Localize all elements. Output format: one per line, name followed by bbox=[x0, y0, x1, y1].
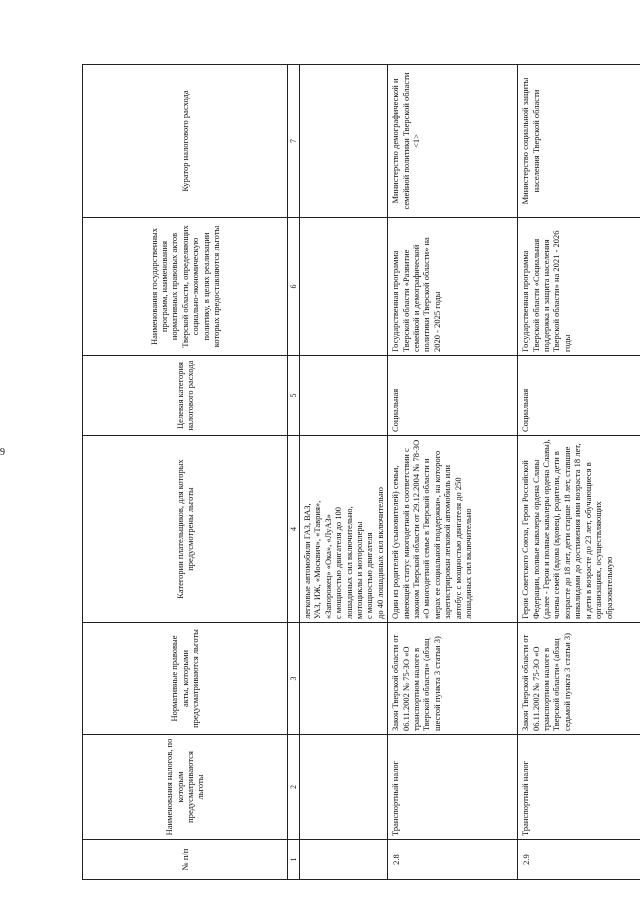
column-number: 6 bbox=[288, 218, 300, 356]
program-cell: Государственная программа Тверской области «Социальная поддержка и защита населения Тверской области» на 2021 - 2026 годы bbox=[518, 218, 640, 356]
target-category-cell: Социальная bbox=[388, 356, 518, 436]
header-cell: Наименования налогов, по которым предусматриваются льготы bbox=[83, 735, 288, 840]
program-cell: Государственная программа Тверской области «Развитие семейной и демографической политики Тверской области» на 2020 - 2025 годы bbox=[388, 218, 518, 356]
column-number: 3 bbox=[288, 623, 300, 735]
categories-cell: Один из родителей (усыновителей) семьи, имеющей статус многодетной в соответствии с законом Тверской области от 29.12.2004 № 78-ЗО «О многодетной семье в Тверской области и мерах ее социальной поддержки», на которого зарегистрирован легковой автомобиль или автобус с мощностью двигателя до 250 лошадиных сил включительно bbox=[388, 436, 518, 623]
header-cell: Наименования государственных программ, наименования нормативных правовых актов Тверской области, определяющих социально-экономическую политику, в целях реализации которых предоставляются льготы bbox=[83, 218, 288, 356]
table-row bbox=[388, 65, 518, 880]
column-number: 7 bbox=[288, 65, 300, 218]
header-cell: Категории плательщиков, для которых предусмотрены льготы bbox=[83, 436, 288, 623]
tax-name-cell: Транспортный налог bbox=[388, 735, 518, 840]
header-row bbox=[83, 65, 288, 880]
tax-expenditures-table bbox=[82, 64, 640, 880]
table-cell bbox=[300, 840, 388, 880]
categories-cell: Герои Советского Союза, Герои Российской Федерации, полные кавалеры ордена Славы (далее - Герои и полные кавалеры ордена Славы), члены семей (вдова (вдовец), родители, дети в возрасте до 18 лет, дети старше 18 лет, ставшие инвалидами до достижения ими возраста 18 лет, и дети в возрасте до 23 лет, обучающиеся в организациях, осуществляющих образовательную bbox=[518, 436, 640, 623]
target-category-cell: Социальная bbox=[518, 356, 640, 436]
column-number: 4 bbox=[288, 436, 300, 623]
table-cell bbox=[300, 218, 388, 356]
rotated-table-wrapper bbox=[82, 65, 617, 880]
column-number: 1 bbox=[288, 840, 300, 880]
page-number: 9 bbox=[0, 447, 5, 458]
table-cell bbox=[300, 735, 388, 840]
header-cell: Куратор налогового расхода bbox=[83, 65, 288, 218]
table-cell bbox=[300, 65, 388, 218]
table-cell bbox=[300, 356, 388, 436]
header-cell: Нормативные правовые акты, которыми предусматриваются льготы bbox=[83, 623, 288, 735]
categories-line: легковые автомобили ГАЗ, ВАЗ, bbox=[302, 503, 312, 619]
header-cell: № п/п bbox=[83, 840, 288, 880]
categories-line: до 40 лошадиных сил включительно bbox=[374, 487, 385, 619]
legal-act-cell: Закон Тверской области от 06.11.2002 № 75-ЗО «О транспортном налоге в Тверской области» (абзац шестой пункта 3 статьи 3) bbox=[388, 623, 518, 735]
header-cell: Целевая категория налогового расхода bbox=[83, 356, 288, 436]
categories-line: с мощностью двигателя до 100 bbox=[333, 506, 344, 619]
row-number: 2.8 bbox=[388, 840, 518, 880]
continuation-row bbox=[300, 65, 388, 880]
column-number: 5 bbox=[288, 356, 300, 436]
categories-line: «Запорожец» «Ока», «ЛуАЗ» bbox=[322, 514, 333, 619]
table-cell bbox=[300, 623, 388, 735]
row-number: 2.9 bbox=[518, 840, 640, 880]
legal-act-cell: Закон Тверской области от 06.11.2002 № 75-ЗО «О транспортном налоге в Тверской области» (абзац седьмой пункта 3 статьи 3) bbox=[518, 623, 640, 735]
categories-line: лошадиных сил включительно, bbox=[343, 506, 354, 619]
categories-line: с мощностью двигателя bbox=[364, 532, 375, 619]
column-number: 2 bbox=[288, 735, 300, 840]
categories-line: УАЗ, ИЖ, «Москвич», «Таврия», bbox=[312, 500, 323, 619]
column-number-row bbox=[288, 65, 300, 880]
categories-line: мотоциклы и мотороллеры bbox=[354, 521, 365, 619]
categories-cell bbox=[300, 436, 388, 623]
table-row bbox=[518, 65, 640, 880]
curator-cell: Министерство демографической и семейной политики Тверской области <1> bbox=[388, 65, 518, 218]
curator-cell: Министерство социальной защиты населения Тверской области bbox=[518, 65, 640, 218]
tax-name-cell: Транспортный налог bbox=[518, 735, 640, 840]
